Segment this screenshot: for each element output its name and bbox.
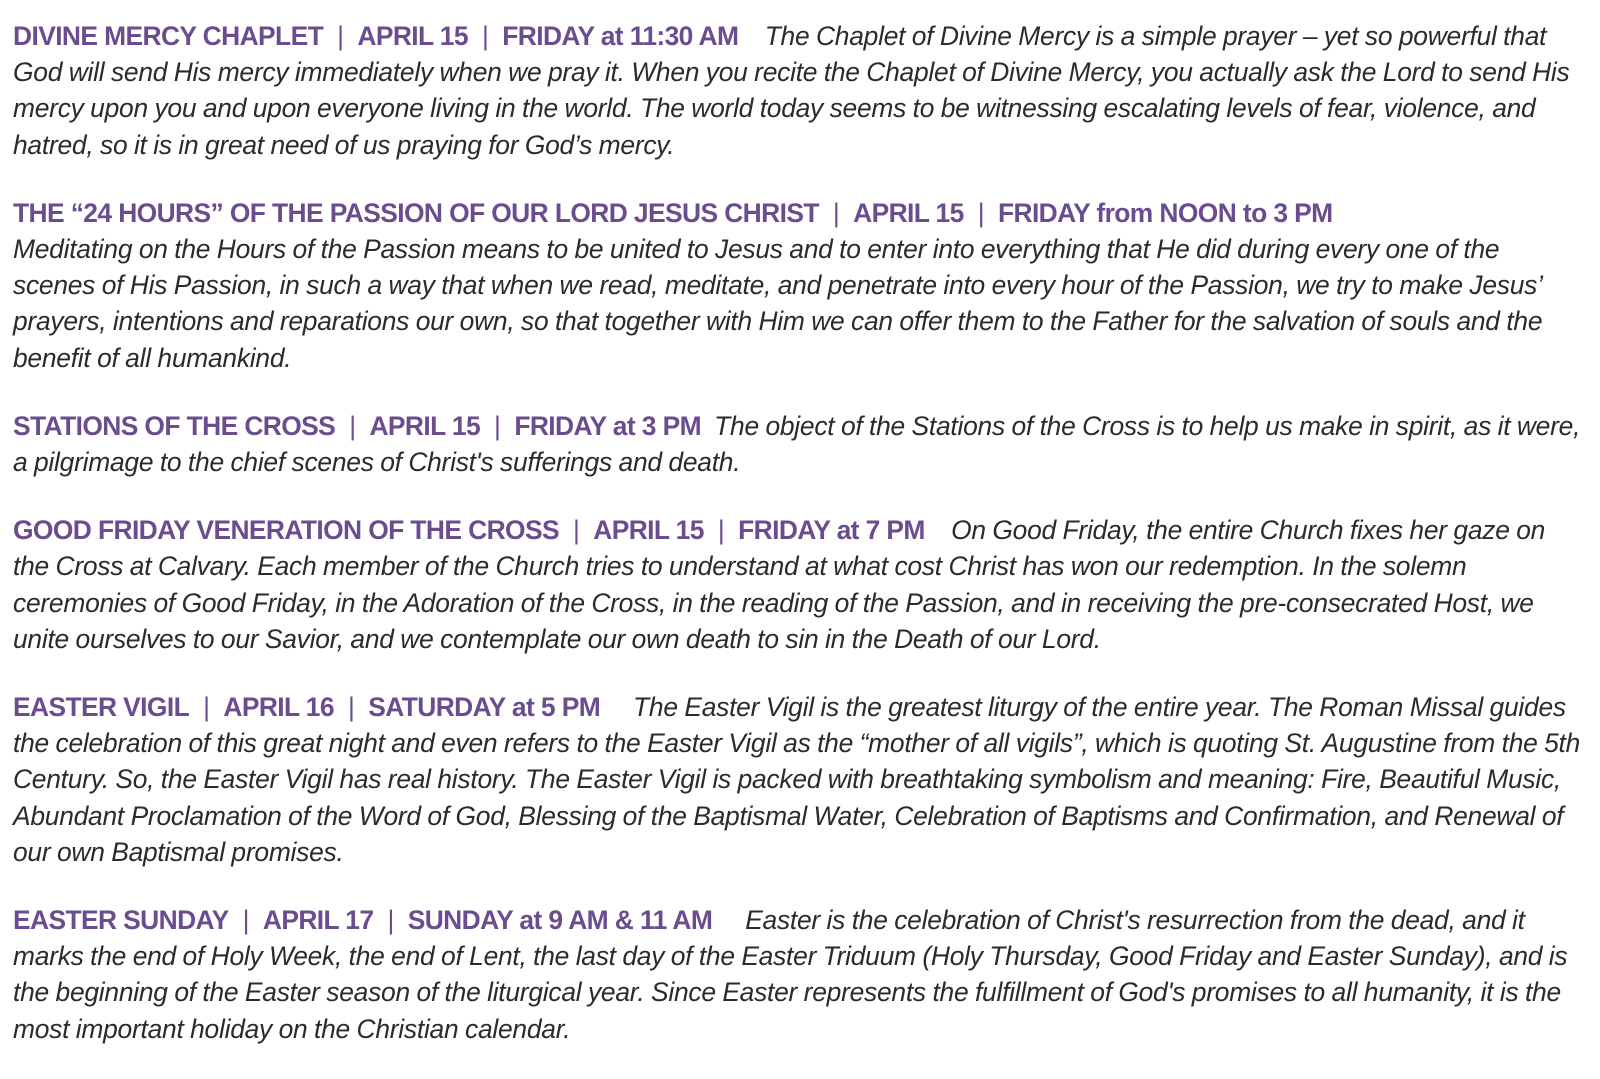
event-heading (13, 198, 1333, 228)
event-date: APRIL 17 (262, 905, 374, 936)
event-description: The object of the Stations of the Cross is to help us make in spirit, as it were, a pilgrimage to the chief scenes of Christ's sufferings and death. (13, 410, 1581, 478)
event-description: Easter is the celebration of Christ's resurrection from the dead, and it marks the end of Holy Week, the end of Lent, the last day of the Easter Triduum (Holy Thursday, Good Friday and Easter Sunday), and is the beginning of the Easter season of the liturgical year. Since Easter represents the fulfillment of God's promises to all humanity, it is the most important holiday on the Christian calendar. (13, 905, 1568, 1044)
event-title: EASTER VIGIL (13, 692, 190, 723)
event-good-friday-veneration (13, 512, 1585, 657)
event-heading (13, 411, 701, 441)
event-date: APRIL 15 (853, 197, 964, 228)
event-heading (13, 515, 925, 545)
event-description: On Good Friday, the entire Church fixes her gaze on the Cross at Calvary. Each member of the Church tries to understand at what cost Christ has won our redemption. In the solemn ceremonies of Good Friday, in the Adoration of the Cross, in the reading of the Passion, and in receiving the pre-consecrated Host, we unite ourselves to our Savior, and we contemplate our own death to sin in the Death of our Lord. (13, 515, 1546, 654)
event-title: GOOD FRIDAY VENERATION OF THE CROSS (13, 515, 559, 546)
separator: | (203, 692, 210, 723)
separator: | (387, 905, 394, 936)
event-date: APRIL 15 (369, 410, 481, 441)
event-heading (13, 21, 738, 51)
holy-week-schedule (13, 18, 1585, 1047)
event-stations-of-the-cross (13, 408, 1585, 480)
event-title: EASTER SUNDAY (13, 905, 229, 936)
event-divine-mercy-chaplet (13, 18, 1585, 163)
event-heading (13, 905, 712, 935)
event-time: FRIDAY at 11:30 AM (502, 21, 739, 51)
separator: | (347, 692, 355, 723)
separator: | (337, 21, 344, 51)
event-heading (13, 692, 600, 722)
separator: | (977, 197, 984, 228)
event-easter-sunday (13, 902, 1585, 1047)
event-date: APRIL 15 (593, 515, 704, 546)
event-title: DIVINE MERCY CHAPLET (13, 21, 324, 51)
separator: | (349, 410, 356, 441)
event-time: FRIDAY at 7 PM (738, 515, 925, 546)
separator: | (242, 905, 249, 936)
separator: | (832, 197, 840, 228)
event-24-hours-passion (13, 195, 1585, 376)
event-date: APRIL 15 (357, 21, 468, 51)
event-easter-vigil (13, 689, 1585, 870)
event-title: THE “24 HOURS” OF THE PASSION OF OUR LORD JESUS CHRIST (13, 197, 819, 228)
event-time: FRIDAY at 3 PM (514, 410, 701, 441)
event-description: The Easter Vigil is the greatest liturgy of the entire year. The Roman Missal guides the celebration of this great night and even refers to the Easter Vigil as the “mother of all vigils”, which is quoting St. Augustine from the 5th Century. So, the Easter Vigil has real history. The Easter Vigil is packed with breathtaking symbolism and meaning: Fire, Beautiful Music, Abundant Proclamation of the Word of God, Blessing of the Baptismal Water, Celebration of Baptisms and Confirmation, and Renewal of our own Baptismal promises. (13, 692, 1581, 867)
event-time: SATURDAY at 5 PM (368, 692, 601, 723)
event-time: FRIDAY from NOON to 3 PM (997, 197, 1333, 228)
event-time: SUNDAY at 9 AM & 11 AM (407, 905, 713, 936)
separator: | (494, 410, 501, 441)
event-date: APRIL 16 (223, 692, 334, 723)
separator: | (481, 21, 489, 51)
event-description: Meditating on the Hours of the Passion means to be united to Jesus and to enter into everything that He did during every one of the scenes of His Passion, in such a way that when we read, meditate, and penetrate into every hour of the Passion, we try to make Jesus’ prayers, intentions and reparations our own, so that together with Him we can offer them to the Father for the salvation of souls and the benefit of all humankind. (13, 234, 1543, 373)
separator: | (572, 515, 580, 546)
event-title: STATIONS OF THE CROSS (13, 410, 336, 441)
separator: | (717, 515, 725, 546)
event-description: The Chaplet of Divine Mercy is a simple prayer – yet so powerful that God will send His mercy immediately when we pray it. When you recite the Chaplet of Divine Mercy, you actually ask the Lord to send His mercy upon you and upon everyone living in the world. The world today seems to be witnessing escalating levels of fear, violence, and hatred, so it is in great need of us praying for God’s mercy. (13, 21, 1570, 160)
